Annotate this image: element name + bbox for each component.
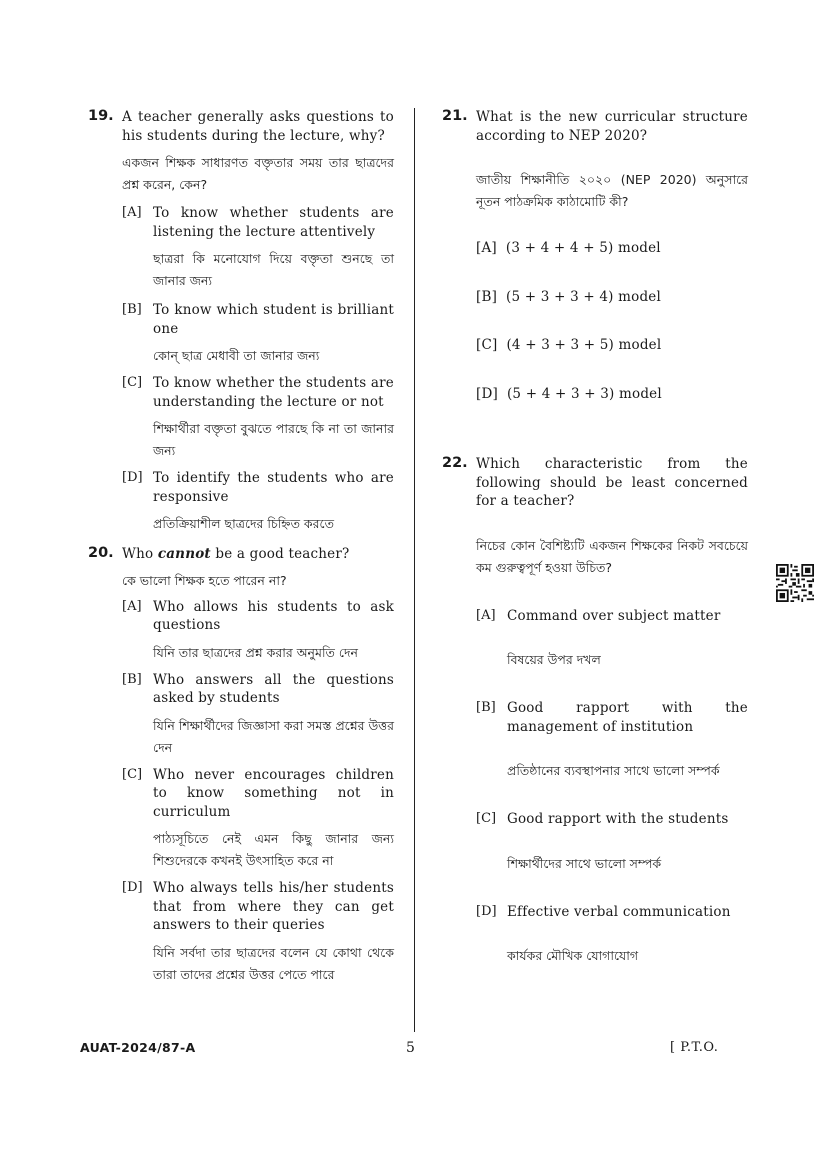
option-text-en: [476, 239, 748, 258]
option-text-bn: যিনি তার ছাত্রদের প্রশ্ন করার অনুমতি দেন: [153, 644, 358, 660]
option-label: [C]: [122, 375, 143, 390]
paper-code: AUAT-2024/87-A: [80, 1040, 196, 1055]
option-text-en: Effective verbal communication: [507, 903, 731, 920]
option-label: [B]: [122, 302, 142, 317]
question-20: [88, 545, 394, 986]
option-label: [B]: [476, 700, 496, 715]
option-a: [476, 607, 748, 672]
option-text-bn: কোন্ ছাত্র মেধাবী তা জানার জন্য: [153, 348, 320, 363]
question-19: [88, 108, 394, 535]
option-label: [C]: [122, 766, 143, 782]
option-text-en: Who always tells his/her students that from where they can get answers to their queries: [153, 880, 394, 933]
question-text-en: Which characteristic from the following should be least concerned for a teacher?: [476, 456, 748, 509]
option-text-bn: যিনি সর্বদা তার ছাত্রদের বলেন যে কোথা থেকে তারা তাদের প্রশ্নের উত্তর পেতে পারে: [153, 944, 394, 982]
option-text-en: To know which student is brilliant one: [153, 302, 394, 337]
question-21: [442, 108, 748, 403]
option-text-en: Who answers all the questions asked by students: [153, 671, 394, 706]
question-text-en: What is the new curricular structure according to NEP 2020?: [476, 109, 748, 144]
question-text-bn: কে ভালো শিক্ষক হতে পারেন না?: [122, 572, 287, 588]
page-number: 5: [406, 1040, 415, 1056]
option-text-en: Good rapport with the students: [507, 811, 729, 827]
option-label: [C]: [476, 337, 498, 353]
option-label: [B]: [122, 671, 142, 687]
question-text-en: [122, 545, 394, 564]
question-number: 22.: [442, 455, 468, 471]
option-text-en: To know whether the students are understanding the lecture or not: [153, 375, 394, 410]
option-text-en: To know whether students are listening the lecture attentively: [153, 205, 394, 240]
option-value: (4 + 3 + 3 + 5) model: [506, 337, 662, 353]
option-text-en: To identify the students who are responsive: [153, 470, 394, 505]
question-number: 20.: [88, 545, 114, 561]
right-column: [442, 108, 748, 967]
qr-code-icon: [776, 564, 814, 602]
pto-label: [ P.T.O.: [670, 1040, 719, 1055]
question-number: 19.: [88, 108, 114, 124]
option-label: [A]: [476, 240, 497, 256]
column-divider: [414, 108, 415, 1032]
question-text-bn: নিচের কোন বৈশিষ্ট্যটি একজন শিক্ষকের নিকট সবচেয়ে কম গুরুত্বপূর্ণ হওয়া উচিত?: [476, 537, 748, 575]
option-label: [D]: [476, 385, 498, 402]
option-text-en: Good rapport with the management of institution: [507, 700, 748, 735]
option-value: (5 + 4 + 3 + 3) model: [506, 385, 662, 402]
question-22: [442, 455, 748, 967]
question-number: 21.: [442, 108, 468, 124]
option-label: [A]: [122, 205, 142, 220]
option-text-bn: ছাত্ররা কি মনোযোগ দিয়ে বক্তৃতা শুনছে তা জানার জন্য: [153, 251, 394, 288]
option-text-en: [476, 385, 748, 404]
option-label: [A]: [476, 607, 496, 623]
option-text-bn: প্রতিক্রিয়াশীল ছাত্রদের চিহ্নিত করতে: [153, 516, 334, 531]
option-a: [122, 204, 394, 292]
option-text-en: [476, 336, 748, 355]
option-text-bn: শিক্ষার্থীরা বক্তৃতা বুঝতে পারছে কি না তা জানার জন্য: [153, 421, 394, 458]
option-label: [B]: [476, 288, 498, 305]
option-text-en: [476, 288, 748, 307]
option-b: [476, 288, 748, 307]
option-text-en: Command over subject matter: [507, 607, 721, 624]
option-c: [122, 374, 394, 462]
option-c: [476, 810, 748, 875]
option-d: [476, 903, 748, 968]
option-c: [476, 336, 748, 355]
option-text-bn: পাঠ্যসূচিতে নেই এমন কিছু জানার জন্য শিশুদেরকে কখনই উৎসাহিত করে না: [153, 831, 394, 868]
question-text-bn: জাতীয় শিক্ষানীতি ২০২০ (NEP 2020) অনুসারে নূতন পাঠক্রমিক কাঠামোটি কী?: [476, 172, 748, 209]
option-label: [C]: [476, 811, 497, 826]
question-text-bn: একজন শিক্ষক সাধারণত বক্তৃতার সময় তার ছাত্রদের প্রশ্ন করেন, কেন?: [122, 155, 394, 192]
option-label: [A]: [122, 598, 142, 614]
option-d: [122, 469, 394, 535]
option-d: [476, 385, 748, 404]
option-label: [D]: [122, 880, 143, 895]
option-text-bn: বিষয়ের উপর দখল: [507, 652, 601, 667]
left-column: [88, 108, 394, 986]
option-label: [D]: [476, 903, 497, 919]
option-text-bn: যিনি শিক্ষার্থীদের জিজ্ঞাসা করা সমস্ত প্রশ্নের উত্তর দেন: [153, 717, 394, 755]
option-text-bn: শিক্ষার্থীদের সাথে ভালো সম্পর্ক: [507, 855, 662, 871]
option-b: [122, 301, 394, 367]
question-emphasis: cannot: [157, 546, 211, 562]
option-text-bn: প্রতিষ্ঠানের ব্যবস্থাপনার সাথে ভালো সম্পর্ক: [507, 763, 720, 778]
option-text-en: Who never encourages children to know something not in curriculum: [153, 766, 394, 820]
option-a: [122, 598, 394, 664]
option-value: (3 + 4 + 4 + 5) model: [505, 240, 661, 256]
option-c: [122, 766, 394, 873]
option-text-en: Who allows his students to ask questions: [153, 598, 394, 633]
option-value: (5 + 3 + 3 + 4) model: [506, 288, 661, 305]
option-a: [476, 239, 748, 258]
option-label: [D]: [122, 470, 143, 485]
option-d: [122, 879, 394, 986]
option-b: [122, 671, 394, 759]
question-text-en: A teacher generally asks questions to his students during the lecture, why?: [122, 109, 394, 144]
option-text-bn: কার্যকর মৌখিক যোগাযোগ: [507, 948, 639, 963]
option-b: [476, 699, 748, 782]
question-text-part: Who: [122, 546, 154, 562]
question-text-part: be a good teacher?: [215, 546, 350, 562]
